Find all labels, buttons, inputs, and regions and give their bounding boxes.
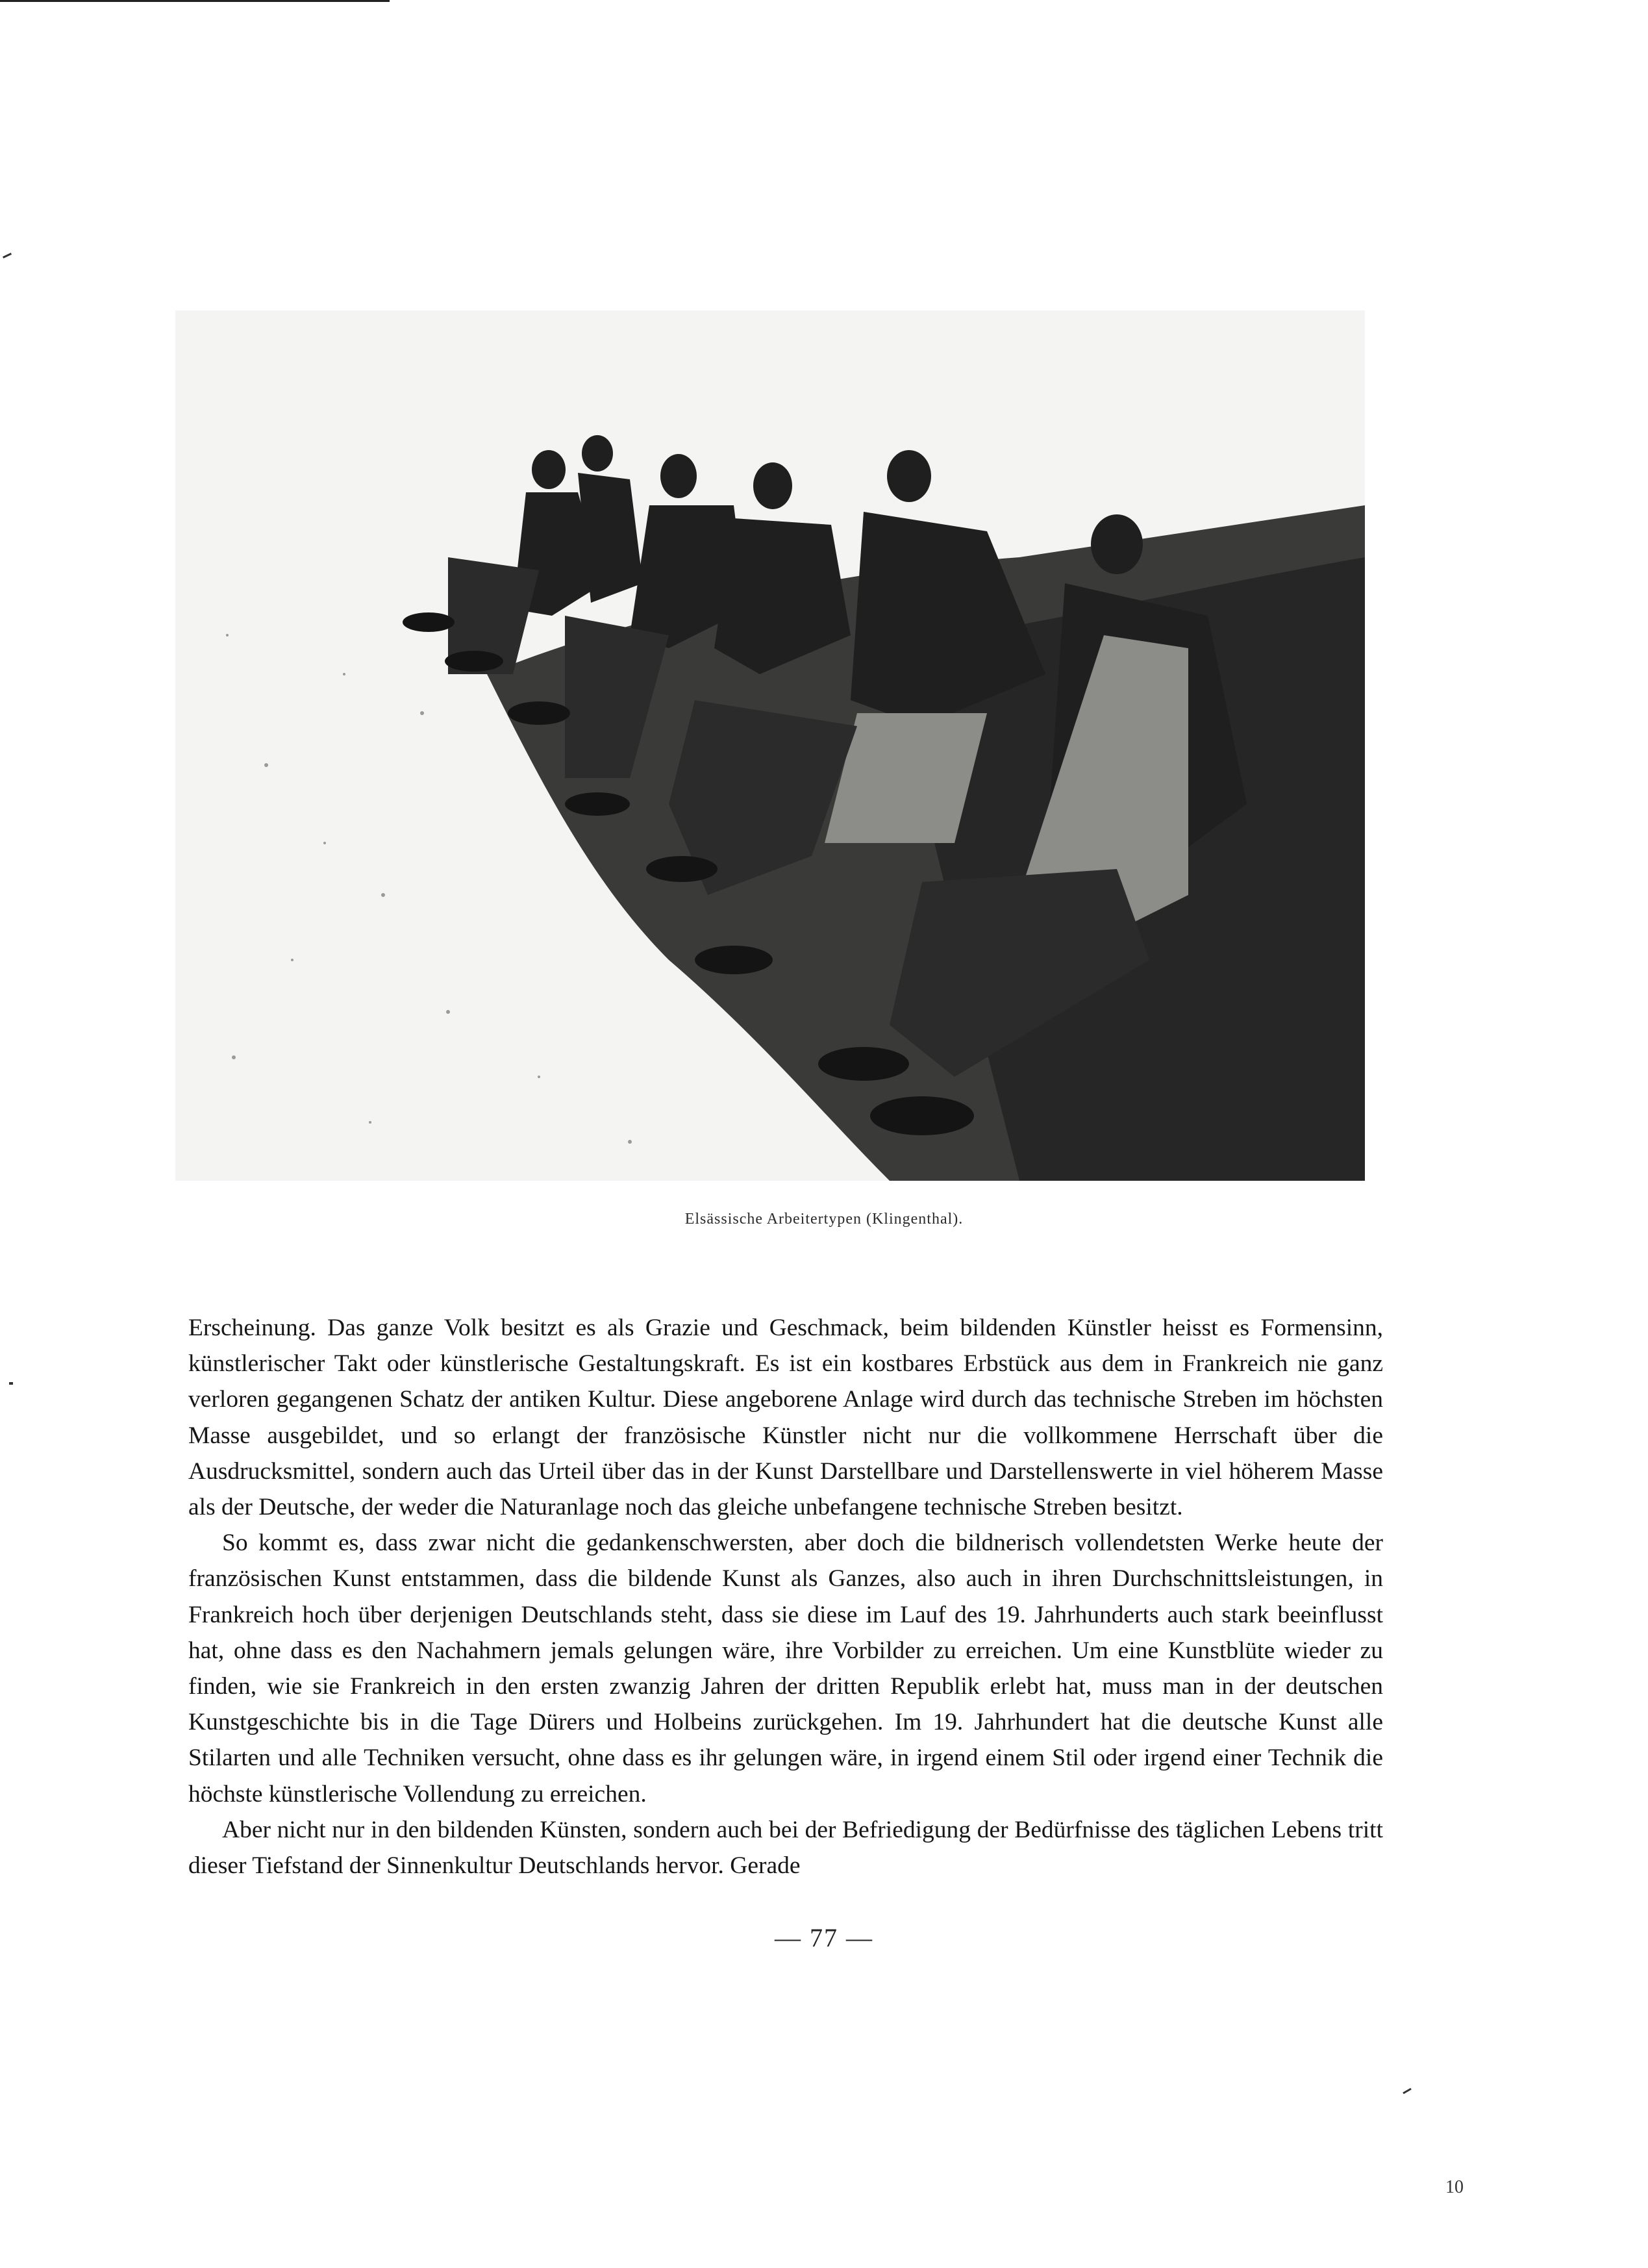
scan-speck <box>3 253 12 258</box>
scan-speck <box>9 1382 13 1385</box>
top-rule <box>0 0 390 2</box>
paragraph: So kommt es, dass zwar nicht die gedankenschwersten, aber doch die bildnerisch vollendetsten Werke heute der französischen Kunst entstammen, dass die bildende Kunst als Ganzes, also auch in ihren Durchschnittsleistungen, in Frankreich hoch über derjenigen Deutschlands steht, dass sie diese im Lauf des 19. Jahrhunderts auch stark beeinflusst hat, ohne dass es den Nachahmern jemals gelungen wäre, ihre Vorbilder zu erreichen. Um eine Kunstblüte wieder zu finden, wie sie Frankreich in den ersten zwanzig Jahren der dritten Republik erlebt hat, muss man in der deutschen Kunstgeschichte bis in die Tage Dürers und Holbeins zurückgehen. Im 19. Jahrhundert hat die deutsche Kunst alle Stilarten und alle Techniken versucht, ohne dass es ihr gelungen wäre, in irgend einem Stil oder irgend einer Technik die höchste künstlerische Vollendung zu erreichen. <box>188 1530 1383 1808</box>
paragraph: Aber nicht nur in den bildenden Künsten, sondern auch bei der Befriedigung der Bedürfnisse des täglichen Lebens tritt dieser Tiefstand der Sinnenkultur Deutschlands hervor. Gerade <box>188 1816 1383 1880</box>
figure-caption: Elsässische Arbeitertypen (Klingenthal). <box>684 1211 964 1228</box>
photograph-illustration <box>175 310 1365 1181</box>
page-number: — 77 — <box>775 1923 873 1952</box>
paragraph: Erscheinung. Das ganze Volk besitzt es als Grazie und Geschmack, beim bildenden Künstler heisst es Formensinn, künstlerischer Takt oder künstlerische Gestaltungskraft. Es ist ein kostbares Erbstück aus dem in Frankreich nie ganz verloren gegangenen Schatz der antiken Kultur. Diese angeborene Anlage wird durch das technische Streben im höchsten Masse ausgebildet, und so erlangt der französische Künstler nicht nur die vollkommene Herrschaft über die Ausdrucksmittel, sondern auch das Urteil über das in der Kunst Darstellbare und Darstellenswerte in viel höherem Masse als der Deutsche, der weder die Naturanlage noch das gleiche unbefangene technische Streben besitzt. <box>188 1315 1383 1521</box>
body-text <box>188 1310 1383 1884</box>
photograph-workers <box>175 310 1365 1181</box>
signature-mark: 10 <box>1445 2177 1464 2197</box>
scan-speck <box>1403 2088 1412 2095</box>
